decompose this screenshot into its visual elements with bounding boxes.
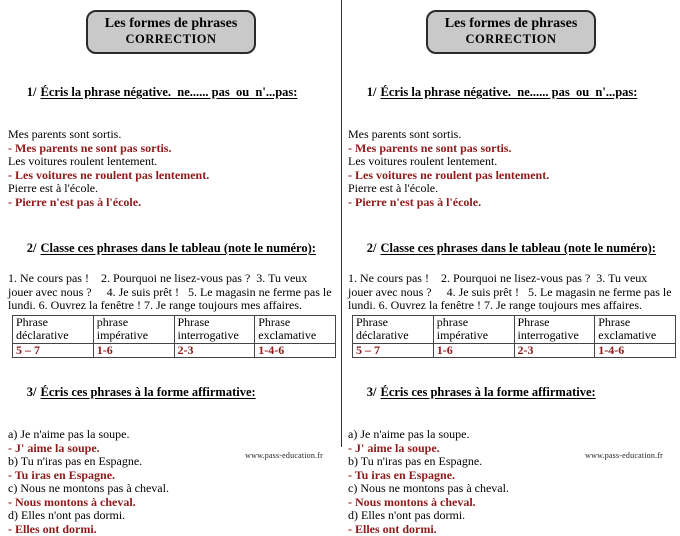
table-answer-row [13, 343, 336, 358]
classification-table [12, 315, 336, 359]
worksheet-panel [0, 0, 340, 480]
answer-line: - Les voitures ne roulent pas lentement. [348, 169, 674, 183]
table-header-cell: phrase impérative [433, 315, 514, 343]
correction-label: CORRECTION [432, 32, 590, 47]
table-header-cell: Phrase interrogative [174, 315, 255, 343]
section-3-lines [348, 428, 674, 536]
table-header-cell: phrase impérative [93, 315, 174, 343]
exercise-line: Pierre est à l'école. [348, 182, 674, 196]
section-heading-text: Écris la phrase négative. ne...... pas ou n'...pas: [380, 85, 637, 99]
section-heading-text: Classe ces phrases dans le tableau (note le numéro): [380, 241, 655, 255]
answer-line: - Pierre n'est pas à l'école. [8, 196, 334, 210]
table-answer-cell: 2-3 [514, 343, 595, 358]
section-number: 2/ [367, 241, 377, 255]
exercise-line: d) Elles n'ont pas dormi. [8, 509, 334, 523]
section-number: 2/ [27, 241, 37, 255]
classification-table [352, 315, 676, 359]
answer-line: - J' aime la soupe. [8, 442, 334, 456]
section-1-lines [348, 128, 674, 209]
answer-line: - Nous montons à cheval. [8, 496, 334, 510]
section-3-heading [8, 370, 334, 415]
title-box [426, 10, 596, 54]
title-box [86, 10, 256, 54]
section-number: 1/ [367, 85, 377, 99]
table-header-cell: Phrase déclarative [13, 315, 94, 343]
answer-line: - Elles ont dormi. [8, 523, 334, 536]
table-header-cell: Phrase exclamative [255, 315, 336, 343]
exercise-line: Les voitures roulent lentement. [348, 155, 674, 169]
table-answer-cell: 5 – 7 [13, 343, 94, 358]
table-header-cell: Phrase interrogative [514, 315, 595, 343]
section-heading-text: Écris ces phrases à la forme affirmative: [380, 385, 595, 399]
section-number: 3/ [367, 385, 377, 399]
section-3-lines [8, 428, 334, 536]
section-number: 1/ [27, 85, 37, 99]
table-header-row [13, 315, 336, 343]
table-answer-cell: 1-6 [433, 343, 514, 358]
section-2-heading [8, 226, 334, 271]
section-heading-text: Écris ces phrases à la forme affirmative: [40, 385, 255, 399]
table-answer-cell: 1-6 [93, 343, 174, 358]
sentences-to-classify: 1. Ne cours pas ! 2. Pourquoi ne lisez-vous pas ? 3. Tu veux jouer avec nous ? 4. Je suis prêt ! 5. Le magasin ne ferme pas le lundi. 6. Ouvrez la fenêtre ! 7. Je range toujours mes affaires. [348, 272, 674, 313]
table-header-row [353, 315, 676, 343]
table-answer-cell: 1-4-6 [255, 343, 336, 358]
worksheet-title: Les formes de phrases [432, 16, 590, 32]
exercise-line: b) Tu n'iras pas en Espagne. [8, 455, 334, 469]
answer-line: - Les voitures ne roulent pas lentement. [8, 169, 334, 183]
correction-label: CORRECTION [92, 32, 250, 47]
section-number: 3/ [27, 385, 37, 399]
exercise-line: a) Je n'aime pas la soupe. [348, 428, 674, 442]
answer-line: - Pierre n'est pas à l'école. [348, 196, 674, 210]
answer-line: - Elles ont dormi. [348, 523, 674, 536]
section-1-heading [348, 70, 674, 115]
answer-line: - J' aime la soupe. [348, 442, 674, 456]
worksheet-panel [340, 0, 680, 480]
exercise-line: d) Elles n'ont pas dormi. [348, 509, 674, 523]
exercise-line: Mes parents sont sortis. [348, 128, 674, 142]
table-header-cell: Phrase déclarative [353, 315, 434, 343]
exercise-line: b) Tu n'iras pas en Espagne. [348, 455, 674, 469]
section-1-heading [8, 70, 334, 115]
section-3-heading [348, 370, 674, 415]
answer-line: - Nous montons à cheval. [348, 496, 674, 510]
footer-url: www.pass-education.fr [245, 451, 323, 460]
section-heading-text: Classe ces phrases dans le tableau (note le numéro): [40, 241, 315, 255]
exercise-line: a) Je n'aime pas la soupe. [8, 428, 334, 442]
answer-line: - Tu iras en Espagne. [8, 469, 334, 483]
section-2-heading [348, 226, 674, 271]
exercise-line: c) Nous ne montons pas à cheval. [348, 482, 674, 496]
answer-line: - Mes parents ne sont pas sortis. [8, 142, 334, 156]
exercise-line: c) Nous ne montons pas à cheval. [8, 482, 334, 496]
table-answer-cell: 1-4-6 [595, 343, 676, 358]
exercise-line: Les voitures roulent lentement. [8, 155, 334, 169]
section-1-lines [8, 128, 334, 209]
sentences-to-classify: 1. Ne cours pas ! 2. Pourquoi ne lisez-vous pas ? 3. Tu veux jouer avec nous ? 4. Je suis prêt ! 5. Le magasin ne ferme pas le lundi. 6. Ouvrez la fenêtre ! 7. Je range toujours mes affaires. [8, 272, 334, 313]
exercise-line: Pierre est à l'école. [8, 182, 334, 196]
table-answer-row [353, 343, 676, 358]
table-header-cell: Phrase exclamative [595, 315, 676, 343]
section-heading-text: Écris la phrase négative. ne...... pas ou n'...pas: [40, 85, 297, 99]
table-answer-cell: 5 – 7 [353, 343, 434, 358]
exercise-line: Mes parents sont sortis. [8, 128, 334, 142]
table-answer-cell: 2-3 [174, 343, 255, 358]
answer-line: - Mes parents ne sont pas sortis. [348, 142, 674, 156]
footer-url: www.pass-education.fr [585, 451, 663, 460]
worksheet-title: Les formes de phrases [92, 16, 250, 32]
answer-line: - Tu iras en Espagne. [348, 469, 674, 483]
panel-divider [341, 0, 342, 447]
